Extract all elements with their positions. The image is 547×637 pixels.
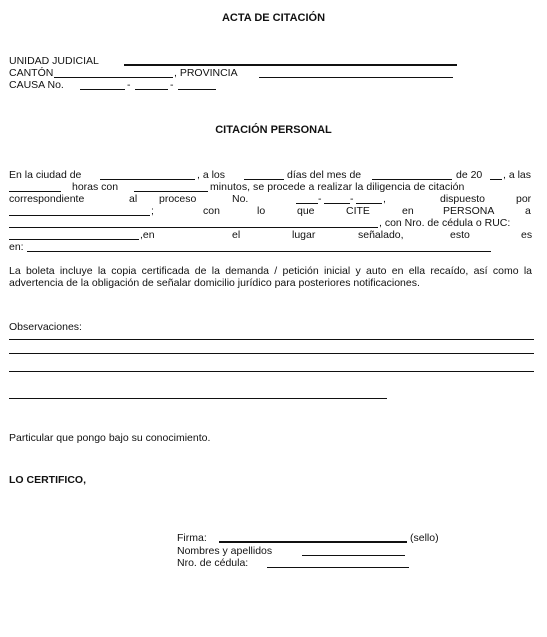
- proceso-field-2[interactable]: [324, 203, 350, 204]
- observaciones-label: Observaciones:: [9, 321, 82, 333]
- body-text: lo: [257, 205, 266, 217]
- body-text: a: [525, 205, 531, 217]
- body-text: PERSONA: [443, 205, 495, 217]
- cedula-field[interactable]: [267, 567, 409, 568]
- firma-label: Firma:: [177, 532, 207, 544]
- causa-separator-1: -: [127, 79, 131, 91]
- causa-separator-2: -: [170, 79, 174, 91]
- proceso-field-1[interactable]: [296, 203, 318, 204]
- year-field[interactable]: [490, 179, 502, 180]
- body-text: ,en: [140, 229, 155, 241]
- body-text: días del mes de: [287, 169, 362, 181]
- dias-field[interactable]: [244, 179, 284, 180]
- document-title: ACTA DE CITACIÓN: [221, 12, 326, 24]
- sello-label: (sello): [410, 532, 439, 544]
- provincia-label: , PROVINCIA: [174, 67, 238, 79]
- particular-text: Particular que pongo bajo su conocimiento.: [9, 432, 211, 444]
- section-title: CITACIÓN PERSONAL: [215, 124, 332, 136]
- boleta-paragraph: La boleta incluye la copia certificada de la demanda / petición inicial y auto en ella recaído, así como la advertencia de la obligación de señalar domicilio jurídico para posteriores notificaciones.: [9, 265, 532, 289]
- proceso-field-3[interactable]: [356, 203, 382, 204]
- body-text: en:: [9, 241, 24, 253]
- observaciones-line-2[interactable]: [9, 353, 534, 354]
- body-text: -: [350, 193, 354, 205]
- body-text: horas con: [72, 181, 119, 193]
- body-text: con: [203, 205, 220, 217]
- cedula-ruc-field[interactable]: [9, 239, 139, 240]
- lo-certifico: LO CERTIFICO,: [9, 474, 86, 486]
- canton-field[interactable]: [54, 77, 173, 78]
- body-text: proceso: [159, 193, 197, 205]
- dispuesto-por-field[interactable]: [9, 215, 150, 216]
- persona-field[interactable]: [9, 227, 378, 228]
- causa-field-2[interactable]: [135, 89, 168, 90]
- body-text: correspondiente: [9, 193, 85, 205]
- body-text: , con Nro. de cédula o RUC:: [379, 217, 511, 229]
- body-text: el: [232, 229, 241, 241]
- cedula-label: Nro. de cédula:: [177, 557, 249, 569]
- body-text: -: [318, 193, 322, 205]
- body-text: por: [516, 193, 532, 205]
- nombres-field[interactable]: [302, 555, 405, 556]
- observaciones-line-1[interactable]: [9, 339, 534, 340]
- nombres-label: Nombres y apellidos: [177, 545, 273, 557]
- observaciones-line-3[interactable]: [9, 371, 534, 372]
- firma-field[interactable]: [219, 541, 407, 543]
- body-text: No.: [232, 193, 249, 205]
- unidad-judicial-field[interactable]: [124, 64, 457, 66]
- causa-field-1[interactable]: [80, 89, 125, 90]
- body-text: CITE: [346, 205, 370, 217]
- body-text: minutos, se procede a realizar la diligencia de citación: [210, 181, 465, 193]
- body-text: señalado,: [358, 229, 404, 241]
- lugar-field[interactable]: [27, 251, 491, 252]
- body-text: esto: [450, 229, 470, 241]
- body-text: es: [521, 229, 533, 241]
- body-text: que: [297, 205, 315, 217]
- body-text: en: [402, 205, 414, 217]
- body-text: de 20: [456, 169, 483, 181]
- provincia-field[interactable]: [259, 77, 453, 78]
- mes-field[interactable]: [372, 179, 452, 180]
- ciudad-field[interactable]: [100, 179, 195, 180]
- body-text: ,: [383, 193, 386, 205]
- body-text: , a las: [503, 169, 532, 181]
- body-text: al: [129, 193, 138, 205]
- body-text: En la ciudad de: [9, 169, 82, 181]
- causa-field-3[interactable]: [178, 89, 216, 90]
- horas-field[interactable]: [9, 191, 61, 192]
- canton-label: CANTÓN: [9, 67, 54, 79]
- body-text: dispuesto: [440, 193, 485, 205]
- minutos-field[interactable]: [134, 191, 208, 192]
- body-text: lugar: [292, 229, 316, 241]
- causa-label: CAUSA No.: [9, 79, 64, 91]
- body-text: ;: [151, 205, 154, 217]
- unidad-judicial-label: UNIDAD JUDICIAL: [9, 55, 99, 67]
- body-text: , a los: [197, 169, 226, 181]
- observaciones-line-4[interactable]: [9, 398, 387, 399]
